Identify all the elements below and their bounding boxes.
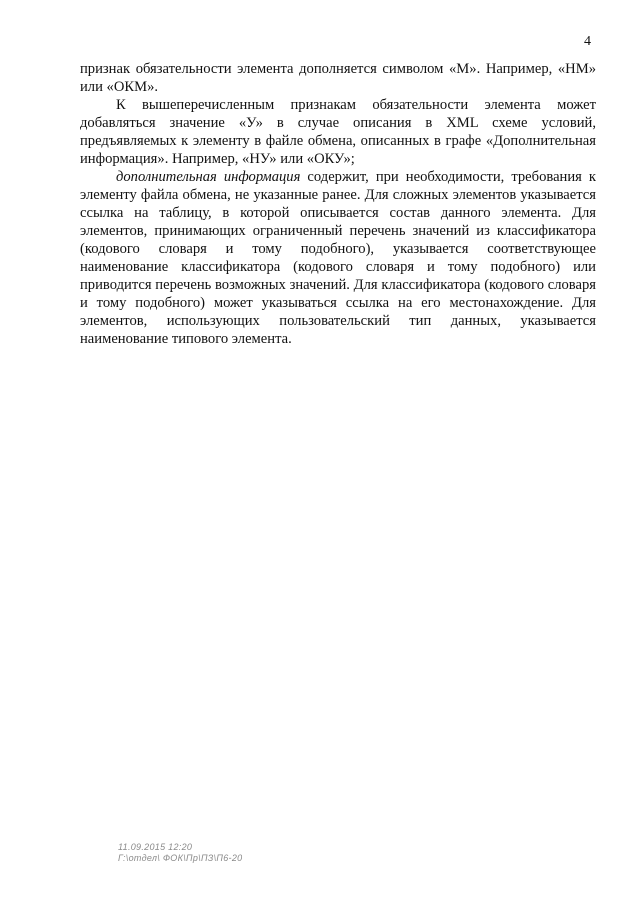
page-number: 4 [584, 34, 591, 49]
paragraph-condition-symbol: К вышеперечисленным признакам обязательности элемента может добавляться значение «У» в случае описания в XML схеме условий, предъявляемых к элементу в файле обмена, описанных в графе «Дополнительная информация». Например, «НУ» или «ОКУ»; [80, 97, 596, 167]
file-footer [118, 842, 242, 864]
paragraph-additional-info [80, 168, 596, 348]
footer-file-path: Г:\отдел\ ФОК\Пр\ПЗ\П6-20 [118, 853, 243, 863]
paragraph-mandatory-symbol: признак обязательности элемента дополняется символом «М». Например, «НМ» или «ОКМ». [80, 61, 596, 95]
additional-info-description: содержит, при необходимости, требования к элементу файла обмена, не указанные ранее. Для сложных элементов указывается ссылка на таблицу, в которой описывается состав данного элемента. Для элементов, принимающих ограниченный перечень значений из классификатора (кодового словаря и тому подобного), указывается соответствующее наименование классификатора (кодового словаря и тому подобного) или приводится перечень возможных значений. Для классификатора (кодового словаря и тому подобного) может указываться ссылка на его местонахождение. Для элементов, использующих пользовательский тип данных, указывается наименование типового элемента. [80, 169, 597, 347]
footer-timestamp: 11.09.2015 12:20 [118, 842, 193, 852]
term-additional-info: дополнительная информация [116, 169, 301, 185]
document-body [80, 60, 596, 348]
